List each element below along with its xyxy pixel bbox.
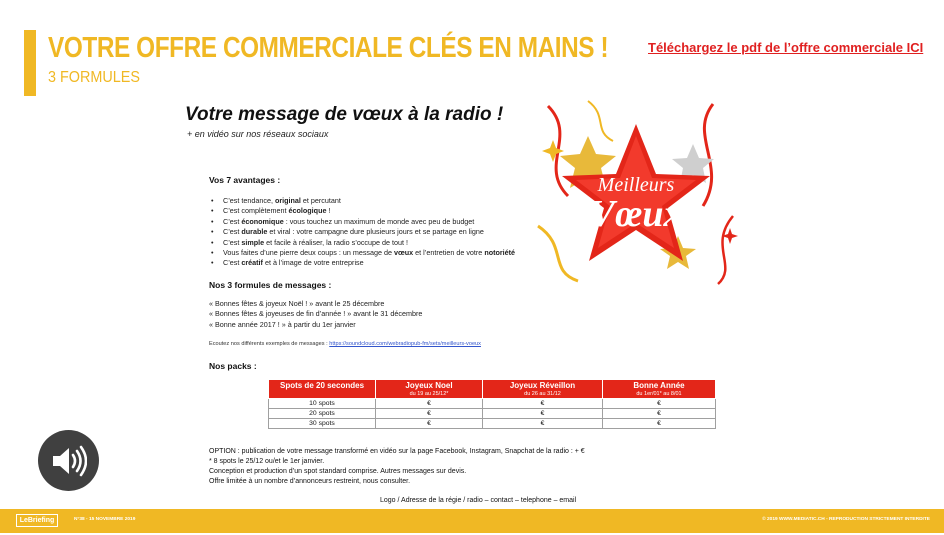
speaker-icon — [51, 445, 87, 477]
advantages-heading: Vos 7 avantages : — [209, 175, 281, 185]
formula-line: « Bonne année 2017 ! » à partir du 1er janvier — [209, 319, 356, 329]
column-header: Spots de 20 secondes — [269, 380, 376, 399]
list-item: • Vous faites d’une pierre deux coups : un message de vœux et l’entretien de votre notoriété — [211, 248, 515, 258]
table-header-row — [269, 380, 716, 399]
meilleurs-voeux-illustration — [528, 96, 748, 286]
doc-subtitle: + en vidéo sur nos réseaux sociaux — [187, 129, 329, 139]
column-header: Joyeux Noel du 19 au 25/12* — [376, 380, 483, 399]
footer-logo: LeBriefing — [16, 514, 58, 527]
accent-bar — [24, 30, 36, 96]
option-line: Offre limitée à un nombre d’annonceurs restreint, nous consulter. — [209, 478, 411, 485]
table-row — [269, 399, 716, 409]
list-item: • C’est complètement écologique ! — [211, 206, 515, 216]
advantages-list — [211, 196, 515, 269]
option-line: Conception et production d’un spot standard comprise. Autres messages sur devis. — [209, 468, 467, 475]
column-header: Bonne Année du 1er/01* au 8/01 — [603, 380, 716, 399]
page-title: VOTRE OFFRE COMMERCIALE CLÉS EN MAINS ! — [48, 32, 609, 64]
table-row — [269, 419, 716, 429]
table-cell: € — [603, 409, 716, 419]
art-text-main: Vœux — [589, 193, 683, 235]
formulas-list — [209, 299, 422, 330]
table-cell: 20 spots — [269, 409, 376, 419]
soundcloud-link[interactable]: https://soundcloud.com/webradiopub-fm/sets/meilleurs-voeux — [329, 341, 481, 347]
formula-line: « Bonnes fêtes & joyeuses de fin d’année ! » avant le 31 décembre — [209, 309, 423, 319]
contact-line: Logo / Adresse de la régie / radio – contact – telephone – email — [380, 497, 577, 504]
download-pdf-link[interactable]: Téléchargez le pdf de l’offre commerciale ICI — [648, 40, 924, 55]
footer-copyright: © 2019 WWW.MEDIATIC.CH - REPRODUCTION STRICTEMENT INTERDITE — [762, 517, 930, 522]
examples-line — [209, 341, 481, 347]
footer-issue: N°38 - 15 NOVEMBRE 2019 — [74, 517, 136, 522]
list-item: • C’est tendance, original et percutant — [211, 196, 515, 206]
option-line: OPTION : publication de votre message transformé en vidéo sur la page Facebook, Instagram, Snapchat de la radio : + € — [209, 448, 585, 455]
table-cell: € — [483, 399, 603, 409]
list-item: • C’est créatif et à l’image de votre entreprise — [211, 258, 515, 268]
formula-line: « Bonnes fêtes & joyeux Noël ! » avant le 25 décembre — [209, 299, 385, 308]
examples-label: Ecoutez nos différents exemples de messages : — [209, 341, 330, 347]
table-row — [269, 409, 716, 419]
table-cell: € — [483, 409, 603, 419]
packs-table — [268, 379, 716, 429]
column-header: Joyeux Réveillon du 26 au 31/12 — [483, 380, 603, 399]
page-subtitle: 3 FORMULES — [48, 69, 141, 86]
option-notes — [209, 447, 585, 487]
list-item: • C’est simple et facile à réaliser, la radio s’occupe de tout ! — [211, 238, 515, 248]
table-cell: 30 spots — [269, 419, 376, 429]
table-cell: € — [376, 399, 483, 409]
table-cell: 10 spots — [269, 399, 376, 409]
table-cell: € — [603, 419, 716, 429]
table-cell: € — [376, 409, 483, 419]
table-cell: € — [483, 419, 603, 429]
option-line: * 8 spots le 25/12 ou/et le 1er janvier. — [209, 458, 325, 465]
art-text-top: Meilleurs — [597, 174, 675, 196]
table-cell: € — [376, 419, 483, 429]
formulas-heading: Nos 3 formules de messages : — [209, 280, 332, 290]
list-item: • C’est durable et viral : votre campagne dure plusieurs jours et se partage en ligne — [211, 227, 515, 237]
packs-heading: Nos packs : — [209, 361, 257, 371]
audio-button[interactable] — [38, 430, 99, 491]
table-cell: € — [603, 399, 716, 409]
doc-title: Votre message de vœux à la radio ! — [185, 104, 504, 125]
list-item: • C’est économique : vous touchez un maximum de monde avec peu de budget — [211, 217, 515, 227]
